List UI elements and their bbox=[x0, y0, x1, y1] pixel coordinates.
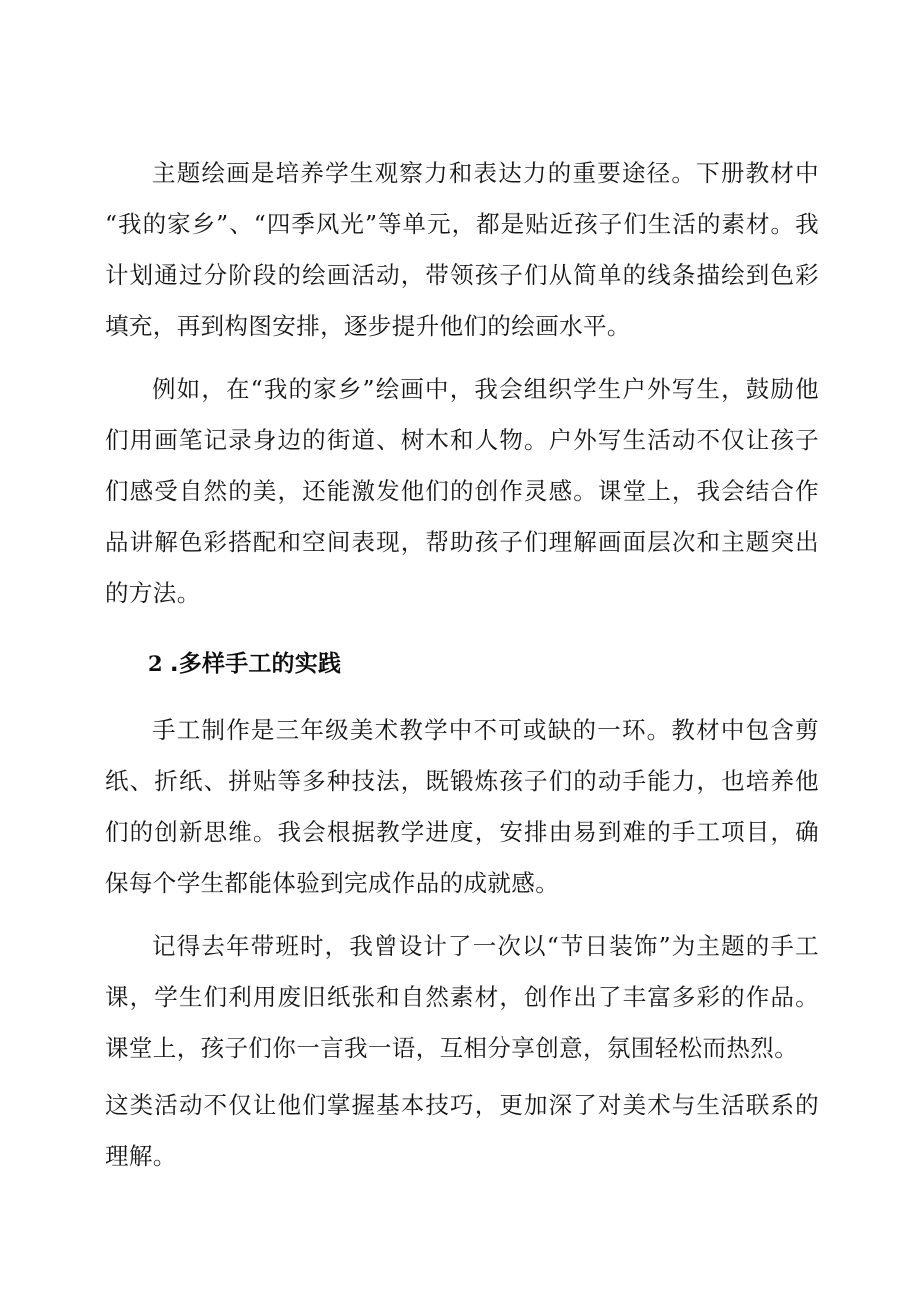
paragraph-handcraft-intro: 手工制作是三年级美术教学中不可或缺的一环。教材中包含剪纸、折纸、拼贴等多种技法，既锻炼孩子们的动手能力，也培养他们的创新思维。我会根据教学进度，安排由易到难的手工项目，确保每个学生都能体验到完成作品的成就感。 bbox=[105, 716, 819, 897]
paragraph-festival-decoration: 记得去年带班时，我曾设计了一次以“节日装饰”为主题的手工课，学生们利用废旧纸张和自然素材，创作出了丰富多彩的作品。课堂上，孩子们你一言我一语，互相分享创意，氛围轻松而热烈。 bbox=[105, 932, 819, 1062]
section-number: 2 bbox=[148, 651, 163, 676]
paragraph-closing-remark: 这类活动不仅让他们掌握基本技巧，更加深了对美术与生活联系的理解。 bbox=[105, 1091, 819, 1170]
section-heading-handcraft bbox=[105, 645, 819, 683]
section-title-text: .多样手工的实践 bbox=[169, 651, 342, 677]
paragraph-theme-drawing: 主题绘画是培养学生观察力和表达力的重要途径。下册教材中“我的家乡”、“四季风光”等单元，都是贴近孩子们生活的素材。我计划通过分阶段的绘画活动，带领孩子们从简单的线条描绘到色彩填充，再到构图安排，逐步提升他们的绘画水平。 bbox=[105, 159, 819, 340]
document-body bbox=[105, 148, 819, 1182]
paragraph-hometown-example: 例如，在“我的家乡”绘画中，我会组织学生户外写生，鼓励他们用画笔记录身边的街道、树木和人物。户外写生活动不仅让孩子们感受自然的美，还能激发他们的创作灵感。课堂上，我会结合作品讲解色彩搭配和空间表现，帮助孩子们理解画面层次和主题突出的方法。 bbox=[105, 375, 819, 607]
